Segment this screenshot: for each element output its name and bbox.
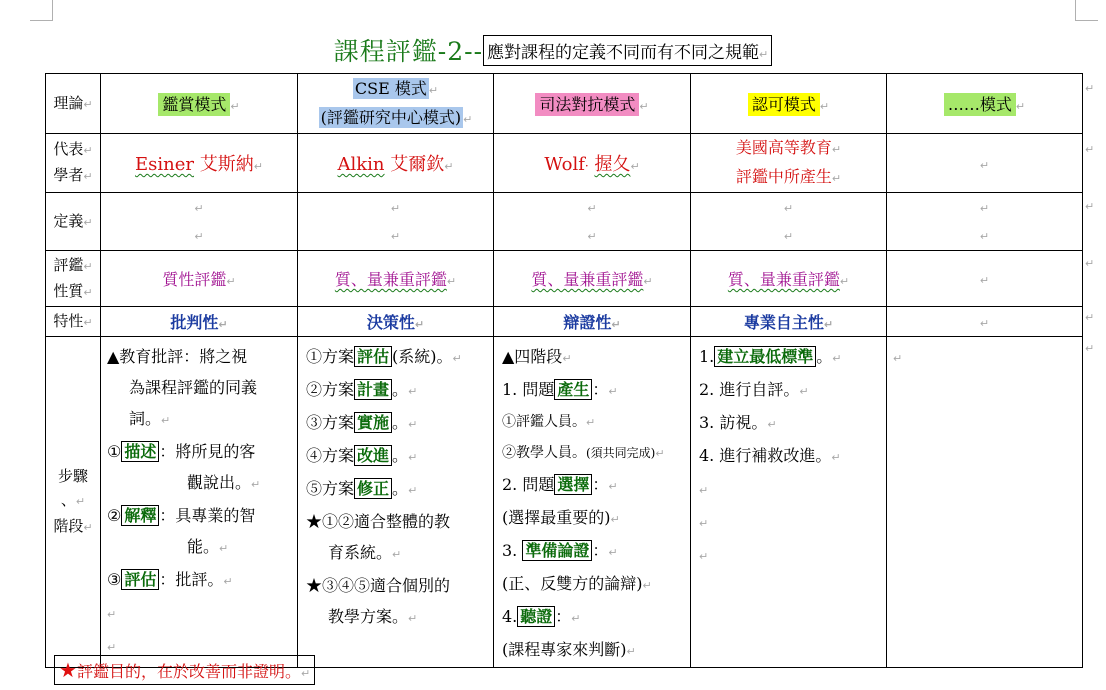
model-name-judicial: 司法對抗模式 [535,93,639,116]
paragraph-mark: ↵ [83,144,93,157]
step-number: ③ [107,570,122,589]
feature-cell-m1 [101,307,298,337]
scholar-cjk: 艾斯納 [199,154,254,175]
step-note: ★①②適合整體的教 [306,512,451,531]
scholar-latin: Wolf [544,154,585,175]
step-line [502,601,690,634]
steps-cell-m2 [298,337,494,668]
paragraph-mark: ↵ [571,612,581,625]
nature-cell-m1 [101,251,298,307]
step-keyword: 準備論證 [522,540,592,561]
definition-cell-m1 [101,193,298,251]
row-header-steps [46,337,101,668]
paragraph-mark: ↵ [562,352,572,365]
feature-value: 批判性 [170,313,219,332]
paragraph-mark: ↵ [83,285,93,299]
row-header-label: 理論 [53,93,84,112]
nature-value: 質性評鑑 [162,270,227,289]
row-header-theory [46,74,101,134]
step-line [502,407,690,438]
step-line [306,440,493,473]
definition-cell-m4 [691,193,887,251]
paragraph-mark: ↵ [783,201,794,215]
paragraph-mark: ↵ [832,352,842,365]
paragraph-mark: ↵ [831,172,842,185]
step-text: ：批評。 [159,570,224,589]
step-line [699,374,886,407]
step-line [306,537,493,570]
evaluation-models-table [45,73,1083,668]
steps-cell-m4 [691,337,887,668]
paragraph-mark: ↵ [586,416,596,429]
paragraph-mark: ↵ [408,612,418,625]
nature-cell-m3 [494,251,691,307]
table-row [46,134,1083,193]
step-text: 方案 [322,479,355,498]
step-text: ： [592,541,609,560]
step-text: 。 [392,446,409,465]
definition-cell-m2 [298,193,494,251]
step-text: 1. 問題 [502,380,555,399]
model-name-appreciation: 鑑賞模式 [158,93,230,116]
steps-cell-m1 [101,337,298,668]
paragraph-mark: ↵ [194,201,204,215]
steps-cell-m5 [887,337,1083,668]
feature-value: 決策性 [366,313,415,332]
step-text: 4. 進行補救改進。 [699,446,832,465]
paragraph-mark: ↵ [83,215,93,229]
nature-cell-m2 [298,251,494,307]
row-header-label: 代表 [53,140,84,158]
step-keyword: 評估 [121,569,159,590]
paragraph-mark: ↵ [408,418,418,431]
step-text: 能。 [187,537,220,556]
step-text: ▲四階段 [502,347,563,366]
paragraph-mark: ↵ [839,275,850,288]
paragraph-mark: ↵ [699,517,709,530]
paragraph-mark: ↵ [194,229,204,243]
feature-cell-m4 [691,307,887,337]
paragraph-mark: ↵ [107,641,117,654]
paragraph-mark: ↵ [630,160,640,173]
paragraph-mark: ↵ [223,575,233,588]
step-line [502,502,690,535]
paragraph-mark: ↵ [83,259,93,273]
step-number: ① [306,347,323,366]
step-keyword: 修正 [354,478,392,499]
step-keyword: 建立最低標準 [714,346,816,367]
scholar-cjk: 握夂 [594,154,631,175]
paragraph-mark: ↵ [161,414,171,427]
paragraph-mark: ↵ [587,201,597,215]
title-main: 課程評鑑-2-- [333,37,484,66]
step-text: (正、反雙方的論辯) [502,574,643,593]
step-number: ④ [306,446,323,465]
step-line [107,531,297,564]
step-line [502,438,690,469]
nature-value: 質、量兼重評鑑 [334,270,447,289]
step-line [502,634,690,667]
scholar-cjk: 艾爾欽 [390,154,445,175]
row-header-label: 、 [60,491,76,509]
paragraph-mark: ↵ [408,484,418,497]
step-text: ： [592,475,609,494]
step-line [699,473,886,506]
row-end-mark: ↵ [1085,311,1095,324]
paragraph-mark: ↵ [979,201,990,215]
model-cell-cse [298,74,494,134]
steps-cell-m3 [494,337,691,668]
paragraph-mark: ↵ [446,275,457,288]
step-keyword: 實施 [354,412,392,433]
row-header-label: 階段 [53,517,84,535]
step-number: ② [306,380,323,399]
step-text: 。 [816,347,833,366]
paragraph-mark: ↵ [608,546,618,559]
step-text: 3. 訪視。 [699,413,768,432]
step-text: 。 [392,413,409,432]
row-end-mark: ↵ [1085,342,1095,355]
paragraph-mark: ↵ [783,229,794,243]
definition-cell-m3 [494,193,691,251]
paragraph-mark: ↵ [608,480,618,493]
paragraph-mark: ↵ [390,201,401,215]
scholar-cell-m2 [298,134,494,193]
step-line [699,341,886,374]
row-end-mark: ↵ [1085,143,1095,156]
feature-cell-m2 [298,307,494,337]
scholar-cell-m1 [101,134,298,193]
paragraph-mark: ↵ [1015,100,1026,113]
paragraph-mark: ↵ [452,352,462,365]
paragraph-mark: ↵ [831,143,842,156]
table-row [46,74,1083,134]
step-number: ② [107,506,122,525]
step-text: 。 [392,479,409,498]
paragraph-mark: ↵ [643,275,653,288]
step-number: ① [107,442,122,461]
step-line [107,403,297,436]
step-line [699,506,886,539]
step-line [107,564,297,597]
paragraph-mark: ↵ [979,274,990,287]
document-title [0,32,1106,68]
paragraph-mark: ↵ [444,160,454,173]
step-text: ：將所見的客 [159,442,256,461]
paragraph-mark: ↵ [83,315,93,329]
row-end-mark: ↵ [1085,257,1095,270]
step-line [306,506,493,537]
paragraph-mark: ↵ [75,495,86,508]
model-name-cse: CSE 模式 [354,78,427,98]
step-line [893,341,1082,374]
scholar-latin: Esiner [135,154,195,175]
step-line [107,597,297,630]
row-header-definition [46,193,101,251]
paragraph-mark: ↵ [642,579,652,592]
row-header-representative [46,134,101,193]
model-cell-appreciation [101,74,298,134]
step-text: 3. [502,541,523,560]
model-cell-judicial [494,74,691,134]
row-end-mark: ↵ [1085,200,1095,213]
step-line [502,568,690,601]
step-keyword: 產生 [554,379,592,400]
paragraph-mark: ↵ [610,513,620,526]
paragraph-mark: ↵ [392,548,402,561]
row-header-label: 特性 [53,311,84,330]
step-number: ⑤ [306,479,323,498]
model-cell-other [887,74,1083,134]
table-row [46,307,1083,337]
row-header-label: 學者 [53,166,84,184]
scholar-cell-m5 [887,134,1083,193]
step-text: ②教學人員。 [502,445,586,461]
step-text: ： [592,380,609,399]
paragraph-mark: ↵ [655,447,665,460]
step-text: (系統)。 [392,347,453,366]
model-name-cse-full: (評鑑研究中心模式) [320,107,462,127]
paragraph-mark: ↵ [226,275,236,288]
nature-cell-m5 [887,251,1083,307]
nature-value: 質、量兼重評鑑 [531,270,644,289]
table-row [46,337,1083,668]
model-name-other-label: 模式 [979,95,1012,114]
row-header-label: 評鑑 [53,255,84,274]
step-keyword: 計畫 [354,379,392,400]
paragraph-mark: ↵ [699,484,709,497]
paragraph-mark: ↵ [218,318,228,331]
paragraph-mark: ↵ [979,158,990,172]
title-subtitle-box [483,35,772,66]
paragraph-mark: ↵ [463,112,473,126]
step-line [502,341,690,374]
footer-text: 評鑑目的，在於改善而非證明。 [76,662,301,681]
step-number: ③ [306,413,323,432]
paragraph-mark: ↵ [408,385,418,398]
step-text: (選擇最重要的) [502,508,611,527]
step-text: 方案 [322,347,355,366]
scholar-dot: · [584,159,589,173]
paragraph-mark: ↵ [83,521,93,534]
feature-cell-m3 [494,307,691,337]
paragraph-mark: ↵ [831,451,841,464]
crop-mark-top-left [30,0,53,21]
feature-value: 辯證性 [563,313,612,332]
scholar-line1: 美國高等教育 [735,138,832,157]
paragraph-mark: ↵ [230,100,240,113]
feature-value: 專業自主性 [743,313,824,332]
title-subtitle: 應對課程的定義不同而有不同之規範 [487,42,760,63]
row-header-nature [46,251,101,307]
paragraph-mark: ↵ [823,318,834,331]
paragraph-mark: ↵ [893,352,903,365]
scholar-cell-m3 [494,134,691,193]
crop-mark-top-right [1075,0,1098,21]
model-name-dots: ‥‥‥ [947,95,980,114]
row-header-label: 定義 [53,211,84,230]
paragraph-mark: ↵ [83,97,93,111]
table-row [46,193,1083,251]
paragraph-mark: ↵ [767,418,777,431]
step-line [306,374,493,407]
step-text: 2. 進行自評。 [699,380,800,399]
step-text: 2. 問題 [502,475,555,494]
paragraph-mark: ↵ [428,83,439,97]
step-text: 1. [699,347,715,366]
model-name-other [944,93,1016,116]
step-note: ★③④⑤適合個別的 [306,576,451,595]
paragraph-mark: ↵ [699,550,709,563]
paragraph-mark: ↵ [219,542,229,555]
star-icon: ★ [59,658,77,682]
step-text: 。 [392,380,409,399]
paragraph-mark: ↵ [639,100,649,113]
step-line [502,535,690,568]
step-line [306,341,493,374]
step-line [306,601,493,634]
step-line [107,341,297,372]
step-line [107,372,297,403]
scholar-line2: 評鑑中所產生 [735,167,832,186]
step-text: (課程專家來判斷) [502,640,627,659]
step-keyword: 選擇 [554,474,592,495]
step-note: 育系統。 [328,543,393,562]
nature-cell-m4 [691,251,887,307]
row-header-feature [46,307,101,337]
step-text: 觀說出。 [187,473,252,492]
paragraph-mark: ↵ [799,385,809,398]
step-line [306,570,493,601]
nature-value: 質、量兼重評鑑 [727,270,840,289]
step-line [107,436,297,467]
scholar-latin: Alkin [337,154,385,175]
paragraph-mark: ↵ [390,229,401,243]
step-keyword: 評估 [354,346,392,367]
paragraph-mark: ↵ [107,608,117,621]
step-keyword: 聽證 [517,606,555,627]
step-line [306,473,493,506]
step-keyword: 改進 [354,445,392,466]
paragraph-mark: ↵ [611,318,621,331]
model-name-accreditation: 認可模式 [748,93,820,116]
paragraph-mark: ↵ [83,170,93,183]
step-text: 詞。 [129,409,162,428]
paragraph-mark: ↵ [408,451,418,464]
paragraph-mark: ↵ [300,667,311,680]
paragraph-mark: ↵ [819,100,830,113]
row-end-mark: ↵ [1085,82,1095,95]
step-text: ①評鑑人員。 [502,414,586,430]
paragraph-mark: ↵ [608,385,618,398]
step-line [107,467,297,500]
paragraph-mark: ↵ [251,478,261,491]
step-note: 教學方案。 [328,607,409,626]
paragraph-mark: ↵ [759,47,769,61]
paragraph-mark: ↵ [979,229,990,243]
model-cell-accreditation [691,74,887,134]
step-text: ： [555,607,572,626]
step-text: 方案 [322,413,355,432]
step-keyword: 描述 [121,441,159,462]
step-text: 方案 [322,380,355,399]
step-line [699,440,886,473]
paragraph-mark: ↵ [979,317,990,330]
feature-cell-m5 [887,307,1083,337]
paragraph-mark: ↵ [253,160,263,173]
step-text: 4. [502,607,518,626]
step-text: 為課程評鑑的同義 [129,378,258,397]
step-line [502,469,690,502]
step-line [699,407,886,440]
table-row [46,251,1083,307]
evaluation-purpose-note [54,655,315,685]
row-header-label: 性質 [53,281,84,300]
paragraph-mark: ↵ [587,229,597,243]
definition-cell-m5 [887,193,1083,251]
step-text: ：具專業的智 [159,506,256,525]
scholar-cell-m4 [691,134,887,193]
step-line [107,500,297,531]
step-note: (須共同完成) [586,446,656,460]
step-line [502,374,690,407]
step-line [306,407,493,440]
step-text: ▲教育批評：將之視 [107,347,248,366]
step-keyword: 解釋 [121,505,159,526]
paragraph-mark: ↵ [626,645,636,658]
step-line [699,539,886,572]
paragraph-mark: ↵ [414,318,425,331]
step-text: 方案 [322,446,355,465]
row-header-label: 步驟 [57,467,88,485]
